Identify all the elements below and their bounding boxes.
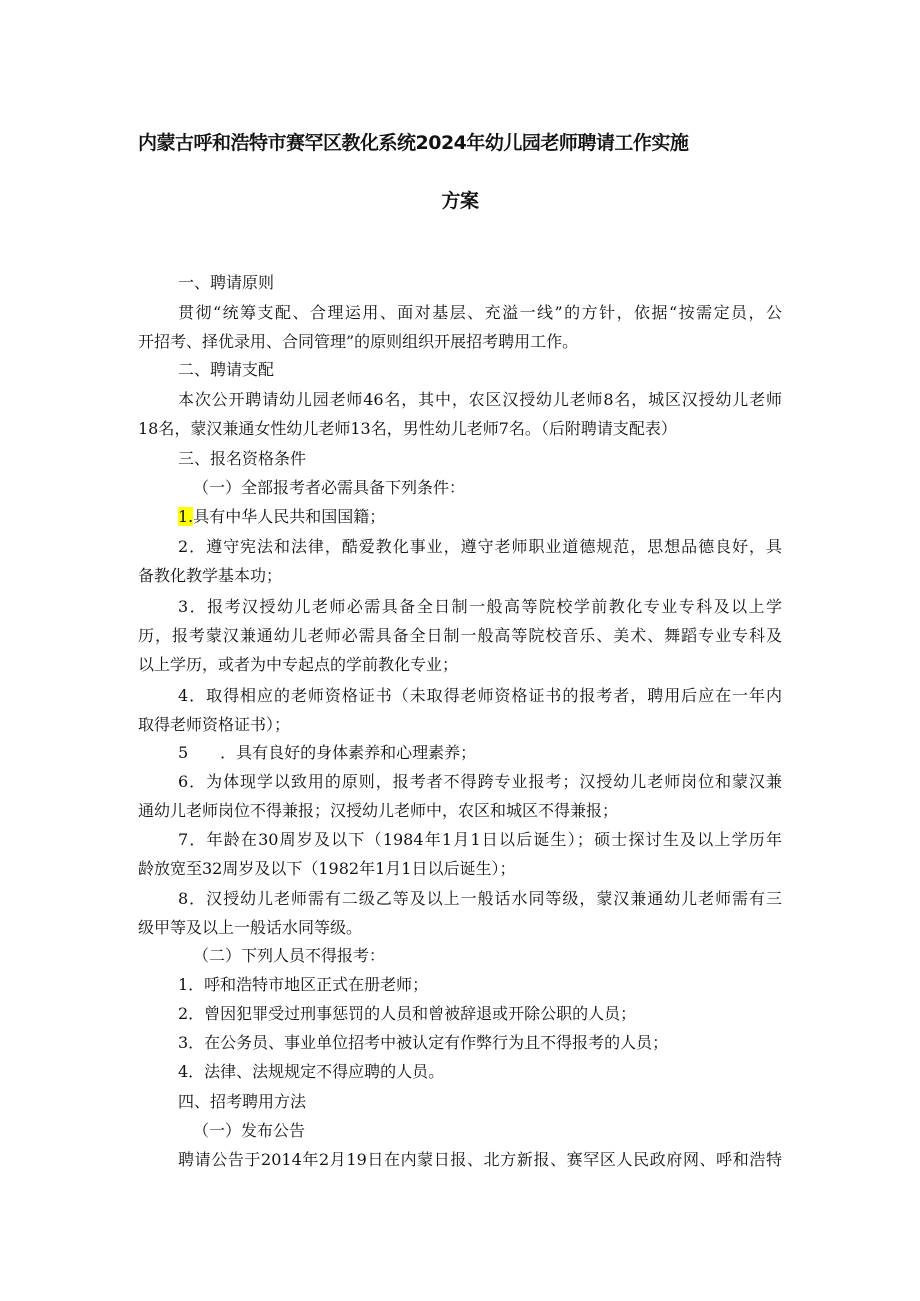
list-item-continued: 通幼儿老师岗位不得兼报；汉授幼儿老师中，农区和城区不得兼报； bbox=[138, 801, 619, 820]
section-heading: 一、聘请原则 bbox=[178, 273, 275, 292]
list-item: 1．呼和浩特市地区正式在册老师； bbox=[178, 975, 429, 994]
list-item: 5 ．具有良好的身体素养和心理素养； bbox=[178, 743, 477, 762]
document-title-continued: 方案 bbox=[441, 190, 479, 212]
paragraph-line: 本次公开聘请幼儿园老师46名，其中，农区汉授幼儿老师8名，城区汉授幼儿老师 bbox=[178, 390, 782, 409]
highlighted-number: 1. bbox=[178, 507, 194, 526]
list-item: 4．取得相应的老师资格证书（未取得老师资格证书的报考者，聘用后应在一年内 bbox=[178, 686, 782, 705]
subsection-heading: （一）发布公告 bbox=[193, 1121, 306, 1140]
list-item-continued: 备教化教学基本功； bbox=[138, 566, 283, 585]
list-item-text: 具有中华人民共和国国籍； bbox=[193, 507, 386, 526]
list-item-continued: 历，报考蒙汉兼通幼儿老师必需具备全日制一般高等院校音乐、美术、舞蹈专业专科及 bbox=[138, 626, 782, 645]
list-item bbox=[178, 507, 385, 527]
list-item: 6．为体现学以致用的原则，报考者不得跨专业报考；汉授幼儿老师岗位和蒙汉兼 bbox=[178, 772, 782, 791]
paragraph-line: 开招考、择优录用、合同管理”的原则组织开展招考聘用工作。 bbox=[138, 332, 579, 351]
list-item-continued: 级甲等及以上一般话水同等级。 bbox=[138, 918, 363, 937]
list-item: 7．年龄在30周岁及以下（1984年1月1日以后诞生）；硕士探讨生及以上学历年 bbox=[178, 830, 782, 849]
section-heading: 三、报名资格条件 bbox=[178, 449, 307, 468]
list-item: 2．曾因犯罪受过刑事惩罚的人员和曾被辞退或开除公职的人员； bbox=[178, 1004, 637, 1023]
list-item-continued: 以上学历，或者为中专起点的学前教化专业； bbox=[138, 655, 459, 674]
list-item: 2．遵守宪法和法律，酷爱教化事业，遵守老师职业道德规范，思想品德良好，具 bbox=[178, 537, 782, 556]
paragraph-line: 18名，蒙汉兼通女性幼儿老师13名，男性幼儿老师7名。（后附聘请支配表） bbox=[138, 419, 677, 438]
list-item-continued: 取得老师资格证书）； bbox=[138, 715, 291, 734]
document-title: 内蒙古呼和浩特市赛罕区教化系统2024年幼儿园老师聘请工作实施 bbox=[138, 132, 689, 154]
list-item: 4．法律、法规规定不得应聘的人员。 bbox=[178, 1062, 445, 1081]
section-heading: 四、招考聘用方法 bbox=[178, 1092, 307, 1111]
subsection-heading: （二）下列人员不得报考： bbox=[193, 946, 386, 965]
list-item: 3．在公务员、事业单位招考中被认定有作弊行为且不得报考的人员； bbox=[178, 1033, 669, 1052]
paragraph-line: 贯彻“统筹支配、合理运用、面对基层、充溢一线”的方针，依据“按需定员，公 bbox=[178, 303, 782, 322]
list-item-continued: 龄放宽至32周岁及以下（1982年1月1日以后诞生）； bbox=[138, 859, 516, 878]
subsection-heading: （一）全部报考者必需具备下列条件： bbox=[193, 478, 466, 497]
paragraph-line: 聘请公告于2014年2月19日在内蒙日报、北方新报、赛罕区人民政府网、呼和浩特 bbox=[178, 1150, 782, 1169]
list-item: 3．报考汉授幼儿老师必需具备全日制一般高等院校学前教化专业专科及以上学 bbox=[178, 597, 782, 616]
list-item: 8．汉授幼儿老师需有二级乙等及以上一般话水同等级，蒙汉兼通幼儿老师需有三 bbox=[178, 889, 782, 908]
section-heading: 二、聘请支配 bbox=[178, 360, 275, 379]
